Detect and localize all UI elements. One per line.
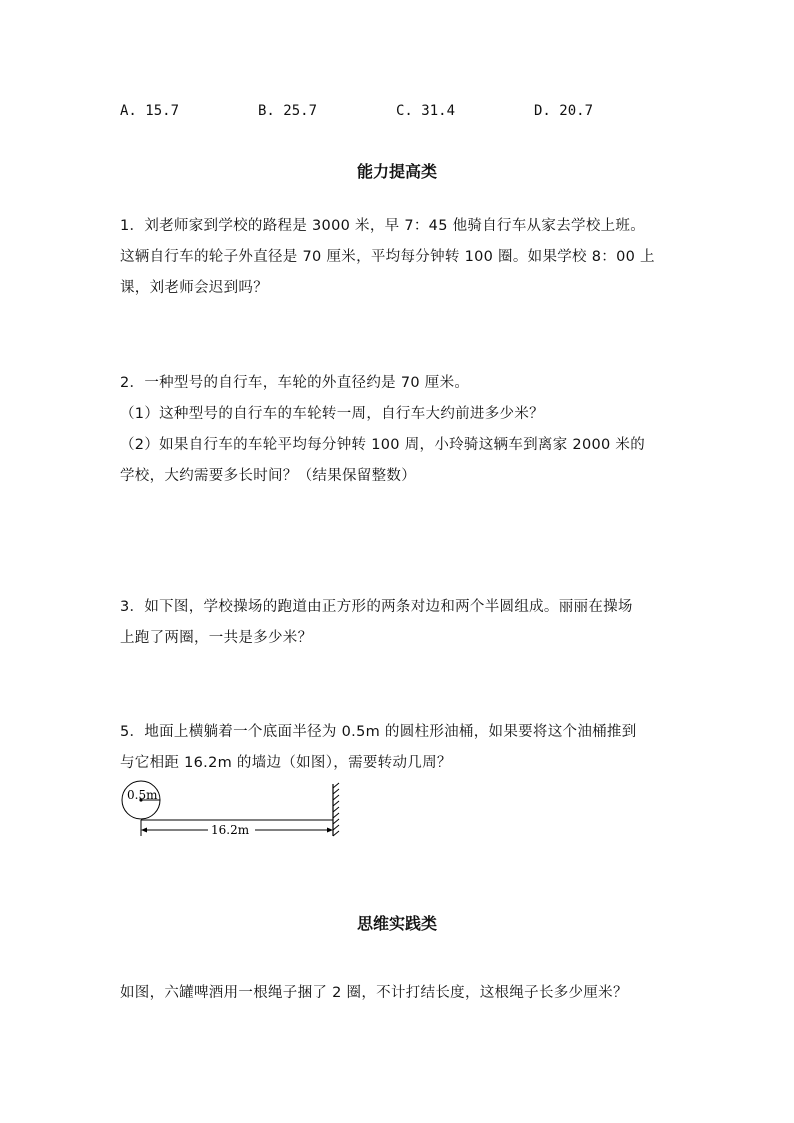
question-2-line-1: 2．一种型号的自行车，车轮的外直径约是 70 厘米。: [120, 375, 470, 391]
dimension-arrow-left: [141, 828, 147, 833]
question-2-line-4: 学校，大约需要多长时间？（结果保留整数）: [120, 468, 416, 484]
question-2-line-3: （2）如果自行车的车轮平均每分钟转 100 周，小玲骑这辆车到离家 2000 米的: [120, 437, 646, 453]
choice-b: B. 25.7: [258, 103, 318, 119]
question-2-line-2: （1）这种型号的自行车的车轮转一周，自行车大约前进多少米？: [120, 406, 544, 422]
oil-drum-figure: [110, 780, 360, 840]
practice-question-line-1: 如图，六罐啤酒用一根绳子捆了 2 圈，不计打结长度，这根绳子长多少厘米？: [120, 985, 628, 1001]
question-1-line-3: 课，刘老师会迟到吗？: [120, 280, 268, 296]
choice-a: A. 15.7: [120, 103, 180, 119]
question-3-line-1: 3．如下图，学校操场的跑道由正方形的两条对边和两个半圆组成。丽丽在操场: [120, 599, 633, 615]
wall-hatching: [333, 783, 339, 836]
radius-label: 0.5m: [127, 788, 158, 802]
question-1-line-2: 这辆自行车的轮子外直径是 70 厘米，平均每分钟转 100 圈。如果学校 8：00 上: [120, 249, 655, 265]
question-1-line-1: 1．刘老师家到学校的路程是 3000 米，早 7：45 他骑自行车从家去学校上班。: [120, 218, 646, 234]
question-3-line-2: 上跑了两圈，一共是多少米？: [120, 630, 313, 646]
dimension-arrow-right: [327, 828, 333, 833]
section-heading-thinking: 思维实践类: [356, 914, 437, 933]
question-5-line-2: 与它相距 16.2m 的墙边（如图），需要转动几周？: [120, 755, 452, 771]
choice-c: C. 31.4: [396, 103, 456, 119]
choice-d: D. 20.7: [534, 103, 594, 119]
section-heading-ability: 能力提高类: [356, 162, 437, 181]
distance-label: 16.2m: [211, 823, 250, 837]
question-5-line-1: 5．地面上横躺着一个底面半径为 0.5m 的圆柱形油桶，如果要将这个油桶推到: [120, 724, 637, 740]
